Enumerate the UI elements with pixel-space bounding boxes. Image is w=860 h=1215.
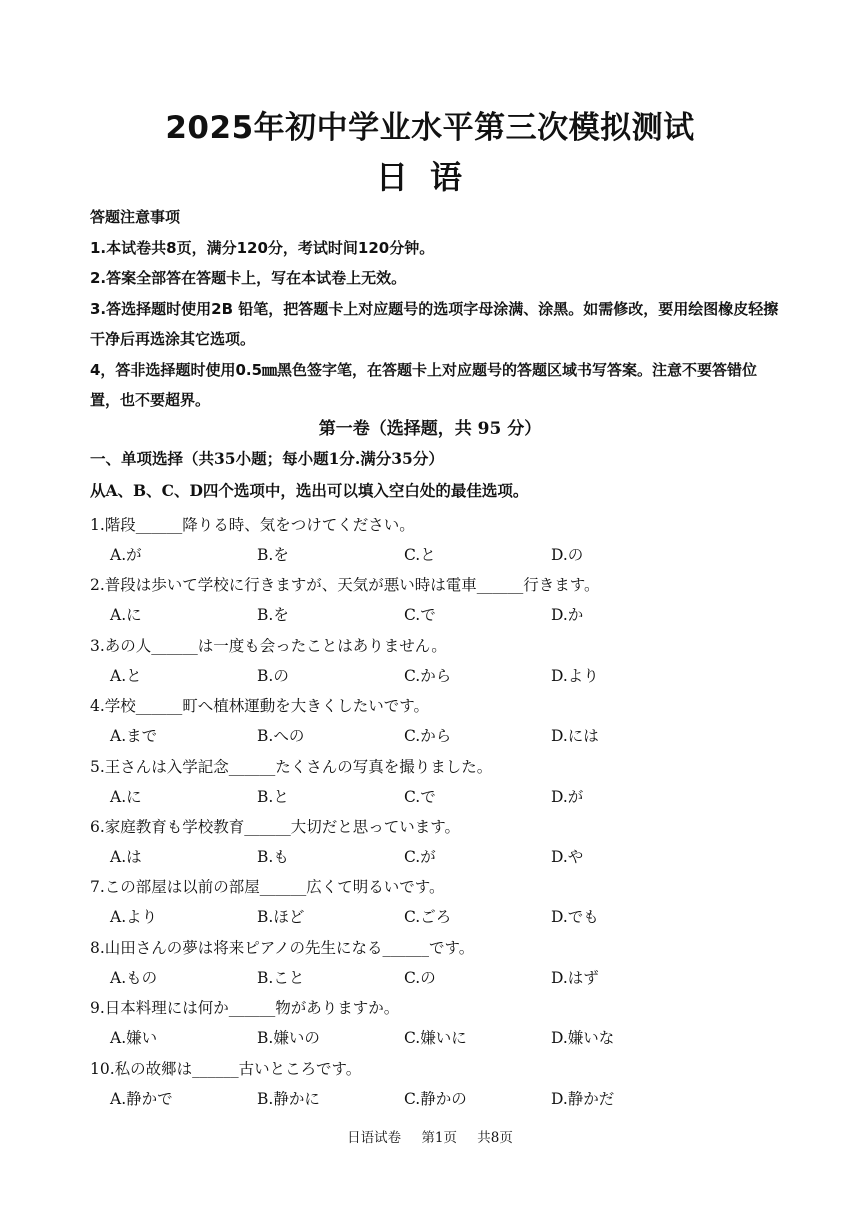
option-a: A.に xyxy=(110,787,142,806)
question-text: 1.階段______降りる時、気をつけてください。 xyxy=(90,516,415,534)
option-c: C.が xyxy=(404,847,436,866)
option-c: C.の xyxy=(404,968,436,987)
option-a: A.より xyxy=(110,908,158,927)
notes-heading: 答题注意事项 xyxy=(90,208,181,226)
question-text: 5.王さんは入学記念______たくさんの写真を撮りました。 xyxy=(90,757,493,776)
question-text: 7.この部屋は以前の部屋______広くて明るいです。 xyxy=(90,878,445,897)
options-row xyxy=(90,721,780,751)
option-c: C.静かの xyxy=(404,1089,467,1108)
option-d: D.か xyxy=(551,606,584,625)
option-a: A.静かで xyxy=(110,1089,173,1108)
option-c: C.から xyxy=(404,727,452,746)
option-c: C.で xyxy=(404,606,436,625)
options-row xyxy=(90,540,780,570)
question-item xyxy=(90,752,780,812)
footer-total-pages: 共8页 xyxy=(477,1130,513,1146)
question-item xyxy=(90,993,780,1053)
question-text: 8.山田さんの夢は将来ピアノの先生になる______です。 xyxy=(90,938,475,957)
option-b: B.嫌いの xyxy=(257,1029,320,1048)
footer-exam-name: 日语试卷 xyxy=(347,1130,402,1146)
option-b: B.と xyxy=(257,787,289,806)
question-text: 10.私の故郷は______古いところです。 xyxy=(90,1059,362,1078)
option-d: D.の xyxy=(551,546,584,564)
page-footer xyxy=(0,1126,860,1146)
option-c: C.ごろ xyxy=(404,908,452,927)
options-row xyxy=(90,1084,780,1114)
option-d: D.には xyxy=(551,727,599,746)
note-item: 1.本试卷共8页，满分120分，考试时间120分钟。 xyxy=(90,238,435,257)
question-item xyxy=(90,570,780,630)
option-d: D.や xyxy=(551,847,584,866)
question-item xyxy=(90,691,780,751)
option-a: A.まで xyxy=(110,727,158,746)
options-row xyxy=(90,842,780,872)
option-d: D.より xyxy=(551,666,599,685)
option-d: D.が xyxy=(551,787,584,806)
option-b: B.を xyxy=(257,546,289,564)
option-c: C.で xyxy=(404,787,436,806)
question-list xyxy=(90,510,780,1114)
option-b: B.への xyxy=(257,727,305,746)
option-b: B.ほど xyxy=(257,908,305,927)
option-a: A.と xyxy=(110,666,142,685)
question-item xyxy=(90,812,780,872)
options-row xyxy=(90,963,780,993)
question-text: 3.あの人______は一度も会ったことはありません。 xyxy=(90,636,447,655)
option-d: D.でも xyxy=(551,908,599,927)
option-b: B.こと xyxy=(257,968,305,987)
note-item: 4，答非选择题时使用0.5㎜黑色签字笔，在答题卡上对应题号的答题区域书写答案。注意不要答错位置，也不要超界。 xyxy=(90,360,758,409)
option-b: B.を xyxy=(257,606,289,625)
option-a: A.が xyxy=(110,546,142,564)
options-row xyxy=(90,661,780,691)
options-row xyxy=(90,1023,780,1053)
question-item xyxy=(90,510,780,570)
part-heading: 第一卷（选择题，共 95 分） xyxy=(318,419,542,439)
options-row xyxy=(90,600,780,630)
question-text: 9.日本料理には何か______物がありますか。 xyxy=(90,999,400,1018)
section-heading: 一、单项选择（共35小题；每小题1分.满分35分） xyxy=(90,449,444,468)
option-d: D.嫌いな xyxy=(551,1029,615,1048)
question-item xyxy=(90,1054,780,1114)
note-item: 3.答选择题时使用2B 铅笔，把答题卡上对应题号的选项字母涂满、涂黑。如需修改，要用绘图橡皮轻擦干净后再选涂其它选项。 xyxy=(90,299,779,348)
question-item xyxy=(90,933,780,993)
option-a: A.は xyxy=(110,847,142,866)
question-text: 2.普段は歩いて学校に行きますが、天気が悪い時は電車______行きます。 xyxy=(90,576,600,595)
options-row xyxy=(90,782,780,812)
question-item xyxy=(90,631,780,691)
option-d: D.はず xyxy=(551,968,599,987)
exam-title: 2025年初中学业水平第三次模拟测试 xyxy=(165,110,695,146)
question-text: 4.学校______町へ植林運動を大きくしたいです。 xyxy=(90,697,430,716)
exam-subject: 日语 xyxy=(375,158,484,196)
question-text: 6.家庭教育も学校教育______大切だと思っています。 xyxy=(90,817,461,836)
option-b: B.も xyxy=(257,847,289,866)
notes-section xyxy=(90,202,780,416)
options-row xyxy=(90,902,780,932)
instruction: 从A、B、C、D四个选项中，选出可以填入空白处的最佳选项。 xyxy=(90,481,529,500)
question-item xyxy=(90,872,780,932)
option-a: A.嫌い xyxy=(110,1029,158,1048)
option-b: B.の xyxy=(257,666,289,685)
option-c: C.と xyxy=(404,546,436,564)
option-d: D.静かだ xyxy=(551,1089,615,1108)
note-item: 2.答案全部答在答题卡上，写在本试卷上无效。 xyxy=(90,269,407,287)
option-a: A.に xyxy=(110,606,142,625)
option-c: C.から xyxy=(404,666,452,685)
footer-page-number: 第1页 xyxy=(421,1130,457,1146)
option-a: A.もの xyxy=(110,968,158,987)
option-b: B.静かに xyxy=(257,1089,320,1108)
option-c: C.嫌いに xyxy=(404,1029,467,1048)
